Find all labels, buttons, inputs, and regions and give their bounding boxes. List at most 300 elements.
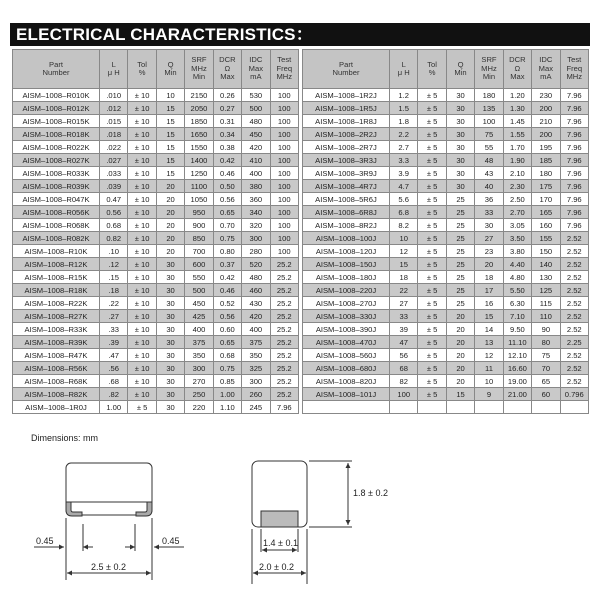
- table-cell: 30: [156, 336, 184, 349]
- table-row: [13, 245, 299, 258]
- column-header-line: Number: [42, 68, 70, 77]
- table-cell: .47: [100, 349, 128, 362]
- table-cell: .12: [100, 258, 128, 271]
- table-cell: ± 10: [128, 128, 156, 141]
- table-cell: 20: [156, 219, 184, 232]
- table-cell: ± 5: [418, 167, 446, 180]
- table-cell: 360: [242, 193, 270, 206]
- table-cell: 30: [446, 141, 474, 154]
- table-cell: 1.70: [503, 141, 531, 154]
- height-dimension: 1.8 ± 0.2: [353, 488, 388, 498]
- table-cell: 80: [532, 336, 560, 349]
- table-cell: 0.68: [213, 349, 241, 362]
- table-cell: 7.96: [560, 219, 588, 232]
- table-cell: 185: [532, 154, 560, 167]
- table-row: [303, 154, 589, 167]
- table-cell: AISM–1008–R82K: [13, 388, 100, 401]
- table-cell: 2.52: [560, 375, 588, 388]
- column-header-line: Max: [538, 63, 553, 73]
- table-cell: 17: [475, 284, 503, 297]
- table-cell: ± 10: [128, 310, 156, 323]
- table-cell: 0.65: [213, 336, 241, 349]
- table-cell: ± 10: [128, 193, 156, 206]
- table-cell: ± 5: [418, 141, 446, 154]
- table-cell: 0.46: [213, 167, 241, 180]
- table-cell: ± 5: [418, 193, 446, 206]
- table-cell: 13: [475, 336, 503, 349]
- table-cell: 400: [242, 167, 270, 180]
- table-cell: 100: [270, 180, 298, 193]
- table-cell: 10: [156, 89, 184, 102]
- column-header-line: %: [138, 68, 146, 77]
- table-cell: .033: [100, 167, 128, 180]
- column-header-line: Min: [454, 68, 467, 77]
- table-cell: ± 10: [128, 323, 156, 336]
- table-cell: ± 10: [128, 167, 156, 180]
- table-cell: AISM–1008–R47K: [13, 349, 100, 362]
- table-cell: ± 5: [418, 284, 446, 297]
- table-cell: 1.90: [503, 154, 531, 167]
- table-cell: 100: [270, 141, 298, 154]
- table-cell: 1.00: [213, 388, 241, 401]
- table-cell: .15: [100, 271, 128, 284]
- table-cell: 150: [532, 245, 560, 258]
- table-cell: 25.2: [270, 284, 298, 297]
- table-cell: 40: [475, 180, 503, 193]
- table-cell: AISM–1008–R039K: [13, 180, 100, 193]
- table-cell: ± 5: [418, 323, 446, 336]
- table-cell: AISM–1008–R18K: [13, 284, 100, 297]
- column-header-line: MHz: [481, 63, 497, 73]
- characteristics-table-left: [12, 49, 299, 414]
- table-row: [13, 89, 299, 102]
- table-cell: ± 10: [128, 375, 156, 388]
- table-row: [303, 297, 589, 310]
- table-cell: ± 5: [418, 375, 446, 388]
- table-cell: 47: [390, 336, 418, 349]
- table-cell: 20: [446, 323, 474, 336]
- table-cell: 3.50: [503, 232, 531, 245]
- table-cell: [303, 401, 390, 414]
- table-cell: 2.52: [560, 284, 588, 297]
- table-cell: 130: [532, 271, 560, 284]
- table-cell: 180: [532, 167, 560, 180]
- table-cell: 1.00: [100, 401, 128, 414]
- table-cell: AISM–1008–R047K: [13, 193, 100, 206]
- table-cell: 850: [185, 232, 213, 245]
- table-cell: 6.8: [390, 206, 418, 219]
- column-header: [475, 50, 503, 89]
- table-cell: 500: [242, 102, 270, 115]
- table-cell: 20: [156, 193, 184, 206]
- table-cell: ± 10: [128, 336, 156, 349]
- table-cell: 210: [532, 115, 560, 128]
- table-cell: AISM–1008–R12K: [13, 258, 100, 271]
- table-cell: 25: [446, 232, 474, 245]
- table-cell: 21.00: [503, 388, 531, 401]
- table-cell: 2.52: [560, 245, 588, 258]
- table-cell: 15: [156, 128, 184, 141]
- table-cell: 7.96: [560, 206, 588, 219]
- table-row: [303, 167, 589, 180]
- column-header-line: Max: [248, 63, 263, 73]
- table-cell: 11.10: [503, 336, 531, 349]
- table-cell: 2.52: [560, 310, 588, 323]
- table-cell: 4.7: [390, 180, 418, 193]
- table-cell: .027: [100, 154, 128, 167]
- table-cell: 82: [390, 375, 418, 388]
- table-cell: AISM–1008–5R6J: [303, 193, 390, 206]
- table-cell: ± 5: [418, 349, 446, 362]
- table-cell: 2.52: [560, 349, 588, 362]
- table-cell: 115: [532, 297, 560, 310]
- table-cell: 325: [242, 362, 270, 375]
- table-cell: 100: [270, 154, 298, 167]
- table-cell: 260: [242, 388, 270, 401]
- column-header: [213, 50, 241, 89]
- table-cell: 0.56: [213, 193, 241, 206]
- table-row: [13, 167, 299, 180]
- table-cell: 25.2: [270, 349, 298, 362]
- table-cell: AISM–1008–R082K: [13, 232, 100, 245]
- column-header-line: DCR: [219, 55, 236, 65]
- table-cell: 1.8: [390, 115, 418, 128]
- table-cell: 1650: [185, 128, 213, 141]
- table-cell: 0.38: [213, 141, 241, 154]
- table-cell: 0.82: [100, 232, 128, 245]
- table-cell: 460: [242, 284, 270, 297]
- table-cell: 100: [270, 193, 298, 206]
- table-cell: 2.52: [560, 297, 588, 310]
- table-cell: ± 10: [128, 180, 156, 193]
- table-row: [303, 349, 589, 362]
- table-cell: 30: [156, 388, 184, 401]
- table-row: [303, 219, 589, 232]
- column-header-line: SRF: [481, 55, 497, 65]
- table-cell: 6.30: [503, 297, 531, 310]
- table-cell: 0.34: [213, 128, 241, 141]
- table-cell: 2150: [185, 89, 213, 102]
- table-cell: 2050: [185, 102, 213, 115]
- table-cell: 15: [156, 141, 184, 154]
- table-row: [13, 115, 299, 128]
- table-cell: 1400: [185, 154, 213, 167]
- column-header-line: Min: [164, 68, 177, 77]
- table-cell: 450: [185, 297, 213, 310]
- table-cell: AISM–1008–3R9J: [303, 167, 390, 180]
- table-row: [13, 336, 299, 349]
- table-cell: 135: [475, 102, 503, 115]
- table-cell: .039: [100, 180, 128, 193]
- table-cell: 43: [475, 167, 503, 180]
- table-cell: 25: [446, 271, 474, 284]
- table-cell: 33: [475, 206, 503, 219]
- table-cell: 380: [242, 180, 270, 193]
- table-cell: AISM–1008–2R2J: [303, 128, 390, 141]
- table-cell: 500: [185, 284, 213, 297]
- table-cell: 1100: [185, 180, 213, 193]
- table-cell: AISM–1008–150J: [303, 258, 390, 271]
- table-cell: 300: [242, 375, 270, 388]
- table-cell: 20: [446, 336, 474, 349]
- table-cell: 27: [390, 297, 418, 310]
- table-row: [303, 115, 589, 128]
- dimensions-label: Dimensions: mm: [31, 433, 99, 443]
- table-cell: 350: [185, 349, 213, 362]
- table-cell: 100: [270, 232, 298, 245]
- table-cell: AISM–1008–R56K: [13, 362, 100, 375]
- column-header-line: IDC: [539, 55, 553, 65]
- table-cell: 1.20: [503, 89, 531, 102]
- table-cell: AISM–1008–R15K: [13, 271, 100, 284]
- table-cell: AISM–1008–R022K: [13, 141, 100, 154]
- table-cell: 0.60: [213, 323, 241, 336]
- table-row: [13, 128, 299, 141]
- table-cell: .33: [100, 323, 128, 336]
- table-cell: 15: [156, 102, 184, 115]
- table-cell: 410: [242, 154, 270, 167]
- table-cell: .010: [100, 89, 128, 102]
- table-cell: 20: [446, 375, 474, 388]
- column-header-line: μ H: [107, 68, 120, 77]
- table-cell: ± 5: [418, 297, 446, 310]
- table-cell: 30: [156, 284, 184, 297]
- table-cell: ± 5: [418, 180, 446, 193]
- table-cell: .012: [100, 102, 128, 115]
- table-cell: 18: [475, 271, 503, 284]
- table-cell: 2.2: [390, 128, 418, 141]
- column-header: [185, 50, 213, 89]
- table-cell: 100: [270, 102, 298, 115]
- column-header-line: IDC: [249, 55, 263, 65]
- table-cell: 3.05: [503, 219, 531, 232]
- column-header-line: Ω: [224, 63, 231, 73]
- column-header-line: L: [111, 59, 116, 69]
- table-cell: 30: [156, 375, 184, 388]
- table-cell: AISM–1008–4R7J: [303, 180, 390, 193]
- table-cell: ± 10: [128, 362, 156, 375]
- table-cell: 480: [242, 271, 270, 284]
- column-header: [128, 50, 156, 89]
- table-cell: 1.55: [503, 128, 531, 141]
- table-cell: 2.7: [390, 141, 418, 154]
- table-cell: [532, 401, 560, 414]
- table-cell: 25: [446, 219, 474, 232]
- column-header-line: Min: [482, 72, 496, 82]
- table-cell: 0.75: [213, 362, 241, 375]
- dimension-drawing: [0, 440, 600, 600]
- table-cell: AISM–1008–680J: [303, 362, 390, 375]
- table-row: [13, 193, 299, 206]
- table-cell: 110: [532, 310, 560, 323]
- table-row: [13, 232, 299, 245]
- table-cell: 3.3: [390, 154, 418, 167]
- table-cell: 220: [185, 401, 213, 414]
- table-cell: 15: [156, 167, 184, 180]
- table-cell: 7.96: [560, 193, 588, 206]
- table-cell: ± 5: [418, 206, 446, 219]
- table-cell: AISM–1008–R68K: [13, 375, 100, 388]
- table-cell: ± 10: [128, 349, 156, 362]
- table-cell: 0.796: [560, 388, 588, 401]
- table-cell: 0.65: [213, 206, 241, 219]
- table-cell: 25: [446, 206, 474, 219]
- table-row: [13, 219, 299, 232]
- table-cell: 0.85: [213, 375, 241, 388]
- table-cell: 7.96: [560, 180, 588, 193]
- table-cell: 125: [532, 284, 560, 297]
- table-cell: 600: [185, 258, 213, 271]
- table-row: [13, 388, 299, 401]
- table-cell: 3.80: [503, 245, 531, 258]
- terminal-dimension: 1.4 ± 0.1: [263, 538, 298, 548]
- table-row: [303, 310, 589, 323]
- table-cell: .82: [100, 388, 128, 401]
- table-cell: ± 10: [128, 232, 156, 245]
- table-cell: 7.96: [560, 89, 588, 102]
- table-cell: 9.50: [503, 323, 531, 336]
- table-cell: 0.52: [213, 297, 241, 310]
- table-cell: 20: [156, 180, 184, 193]
- table-cell: ± 5: [418, 89, 446, 102]
- table-cell: 30: [475, 219, 503, 232]
- column-header-line: Test: [567, 55, 582, 65]
- table-cell: 9: [475, 388, 503, 401]
- table-cell: 2.70: [503, 206, 531, 219]
- table-cell: AISM–1008–120J: [303, 245, 390, 258]
- table-cell: ± 5: [418, 219, 446, 232]
- table-cell: ± 10: [128, 115, 156, 128]
- table-cell: 420: [242, 310, 270, 323]
- table-cell: 8.2: [390, 219, 418, 232]
- table-row: [303, 388, 589, 401]
- table-cell: 170: [532, 193, 560, 206]
- column-header: [418, 50, 446, 89]
- table-cell: 7.10: [503, 310, 531, 323]
- column-header-line: L: [401, 59, 406, 69]
- table-cell: 18: [390, 271, 418, 284]
- table-cell: AISM–1008–100J: [303, 232, 390, 245]
- table-header: [303, 50, 589, 89]
- table-cell: 950: [185, 206, 213, 219]
- table-cell: 180: [475, 89, 503, 102]
- table-row: [13, 323, 299, 336]
- table-cell: 430: [242, 297, 270, 310]
- table-cell: ± 10: [128, 206, 156, 219]
- table-cell: 90: [532, 323, 560, 336]
- table-cell: 0.70: [213, 219, 241, 232]
- table-cell: AISM–1008–R10K: [13, 245, 100, 258]
- column-header-line: %: [428, 68, 436, 77]
- table-row: [303, 336, 589, 349]
- column-header-line: DCR: [509, 55, 526, 65]
- table-cell: 270: [185, 375, 213, 388]
- table-cell: [503, 401, 531, 414]
- table-row: [13, 102, 299, 115]
- table-cell: ± 5: [418, 362, 446, 375]
- table-cell: ± 10: [128, 102, 156, 115]
- table-cell: 160: [532, 219, 560, 232]
- table-cell: 20: [446, 362, 474, 375]
- table-cell: 100: [270, 219, 298, 232]
- table-cell: ± 10: [128, 89, 156, 102]
- table-row: [303, 271, 589, 284]
- table-cell: AISM–1008–R010K: [13, 89, 100, 102]
- table-cell: 25.2: [270, 271, 298, 284]
- table-cell: 15: [390, 258, 418, 271]
- table-cell: 30: [446, 167, 474, 180]
- length-dimension: 2.5 ± 0.2: [91, 562, 126, 572]
- table-row: [303, 89, 589, 102]
- table-cell: 0.47: [100, 193, 128, 206]
- table-cell: 2.52: [560, 323, 588, 336]
- table-cell: AISM–1008–1R5J: [303, 102, 390, 115]
- table-cell: 2.52: [560, 362, 588, 375]
- table-cell: 25.2: [270, 362, 298, 375]
- table-cell: 70: [532, 362, 560, 375]
- table-cell: 25.2: [270, 336, 298, 349]
- table-cell: 16: [475, 297, 503, 310]
- column-header-line: μ H: [397, 68, 410, 77]
- column-header-line: Q: [457, 59, 464, 69]
- column-header-line: mA: [540, 72, 552, 82]
- table-cell: 60: [532, 388, 560, 401]
- table-cell: ± 5: [128, 401, 156, 414]
- table-cell: 30: [446, 89, 474, 102]
- table-row: [13, 141, 299, 154]
- table-cell: ± 10: [128, 219, 156, 232]
- table-cell: 2.52: [560, 232, 588, 245]
- table-row: [303, 193, 589, 206]
- table-cell: ± 5: [418, 154, 446, 167]
- width-dimension: 2.0 ± 0.2: [259, 562, 294, 572]
- table-cell: 230: [532, 89, 560, 102]
- table-cell: 68: [390, 362, 418, 375]
- table-cell: AISM–1008–R33K: [13, 323, 100, 336]
- table-cell: ± 10: [128, 271, 156, 284]
- table-cell: 25.2: [270, 297, 298, 310]
- table-cell: 56: [390, 349, 418, 362]
- column-header: [13, 50, 100, 89]
- table-cell: 30: [156, 297, 184, 310]
- table-cell: AISM–1008–2R7J: [303, 141, 390, 154]
- table-cell: 15: [475, 310, 503, 323]
- pad-right-dimension: 0.45: [162, 536, 180, 546]
- table-row: [303, 258, 589, 271]
- table-cell: .022: [100, 141, 128, 154]
- table-cell: 25: [446, 284, 474, 297]
- table-cell: 20: [156, 232, 184, 245]
- table-cell: 140: [532, 258, 560, 271]
- table-cell: 200: [532, 128, 560, 141]
- table-cell: AISM–1008–R056K: [13, 206, 100, 219]
- column-header-line: Max: [220, 72, 235, 82]
- table-cell: 425: [185, 310, 213, 323]
- table-row: [13, 401, 299, 414]
- table-cell: 7.96: [270, 401, 298, 414]
- table-cell: ± 5: [418, 115, 446, 128]
- table-cell: 1.30: [503, 102, 531, 115]
- table-cell: 100: [270, 115, 298, 128]
- table-cell: 340: [242, 206, 270, 219]
- table-cell: 0.27: [213, 102, 241, 115]
- table-cell: 30: [156, 310, 184, 323]
- table-cell: 23: [475, 245, 503, 258]
- table-cell: ± 5: [418, 232, 446, 245]
- table-cell: ± 5: [418, 102, 446, 115]
- table-cell: 12: [390, 245, 418, 258]
- table-row: [13, 154, 299, 167]
